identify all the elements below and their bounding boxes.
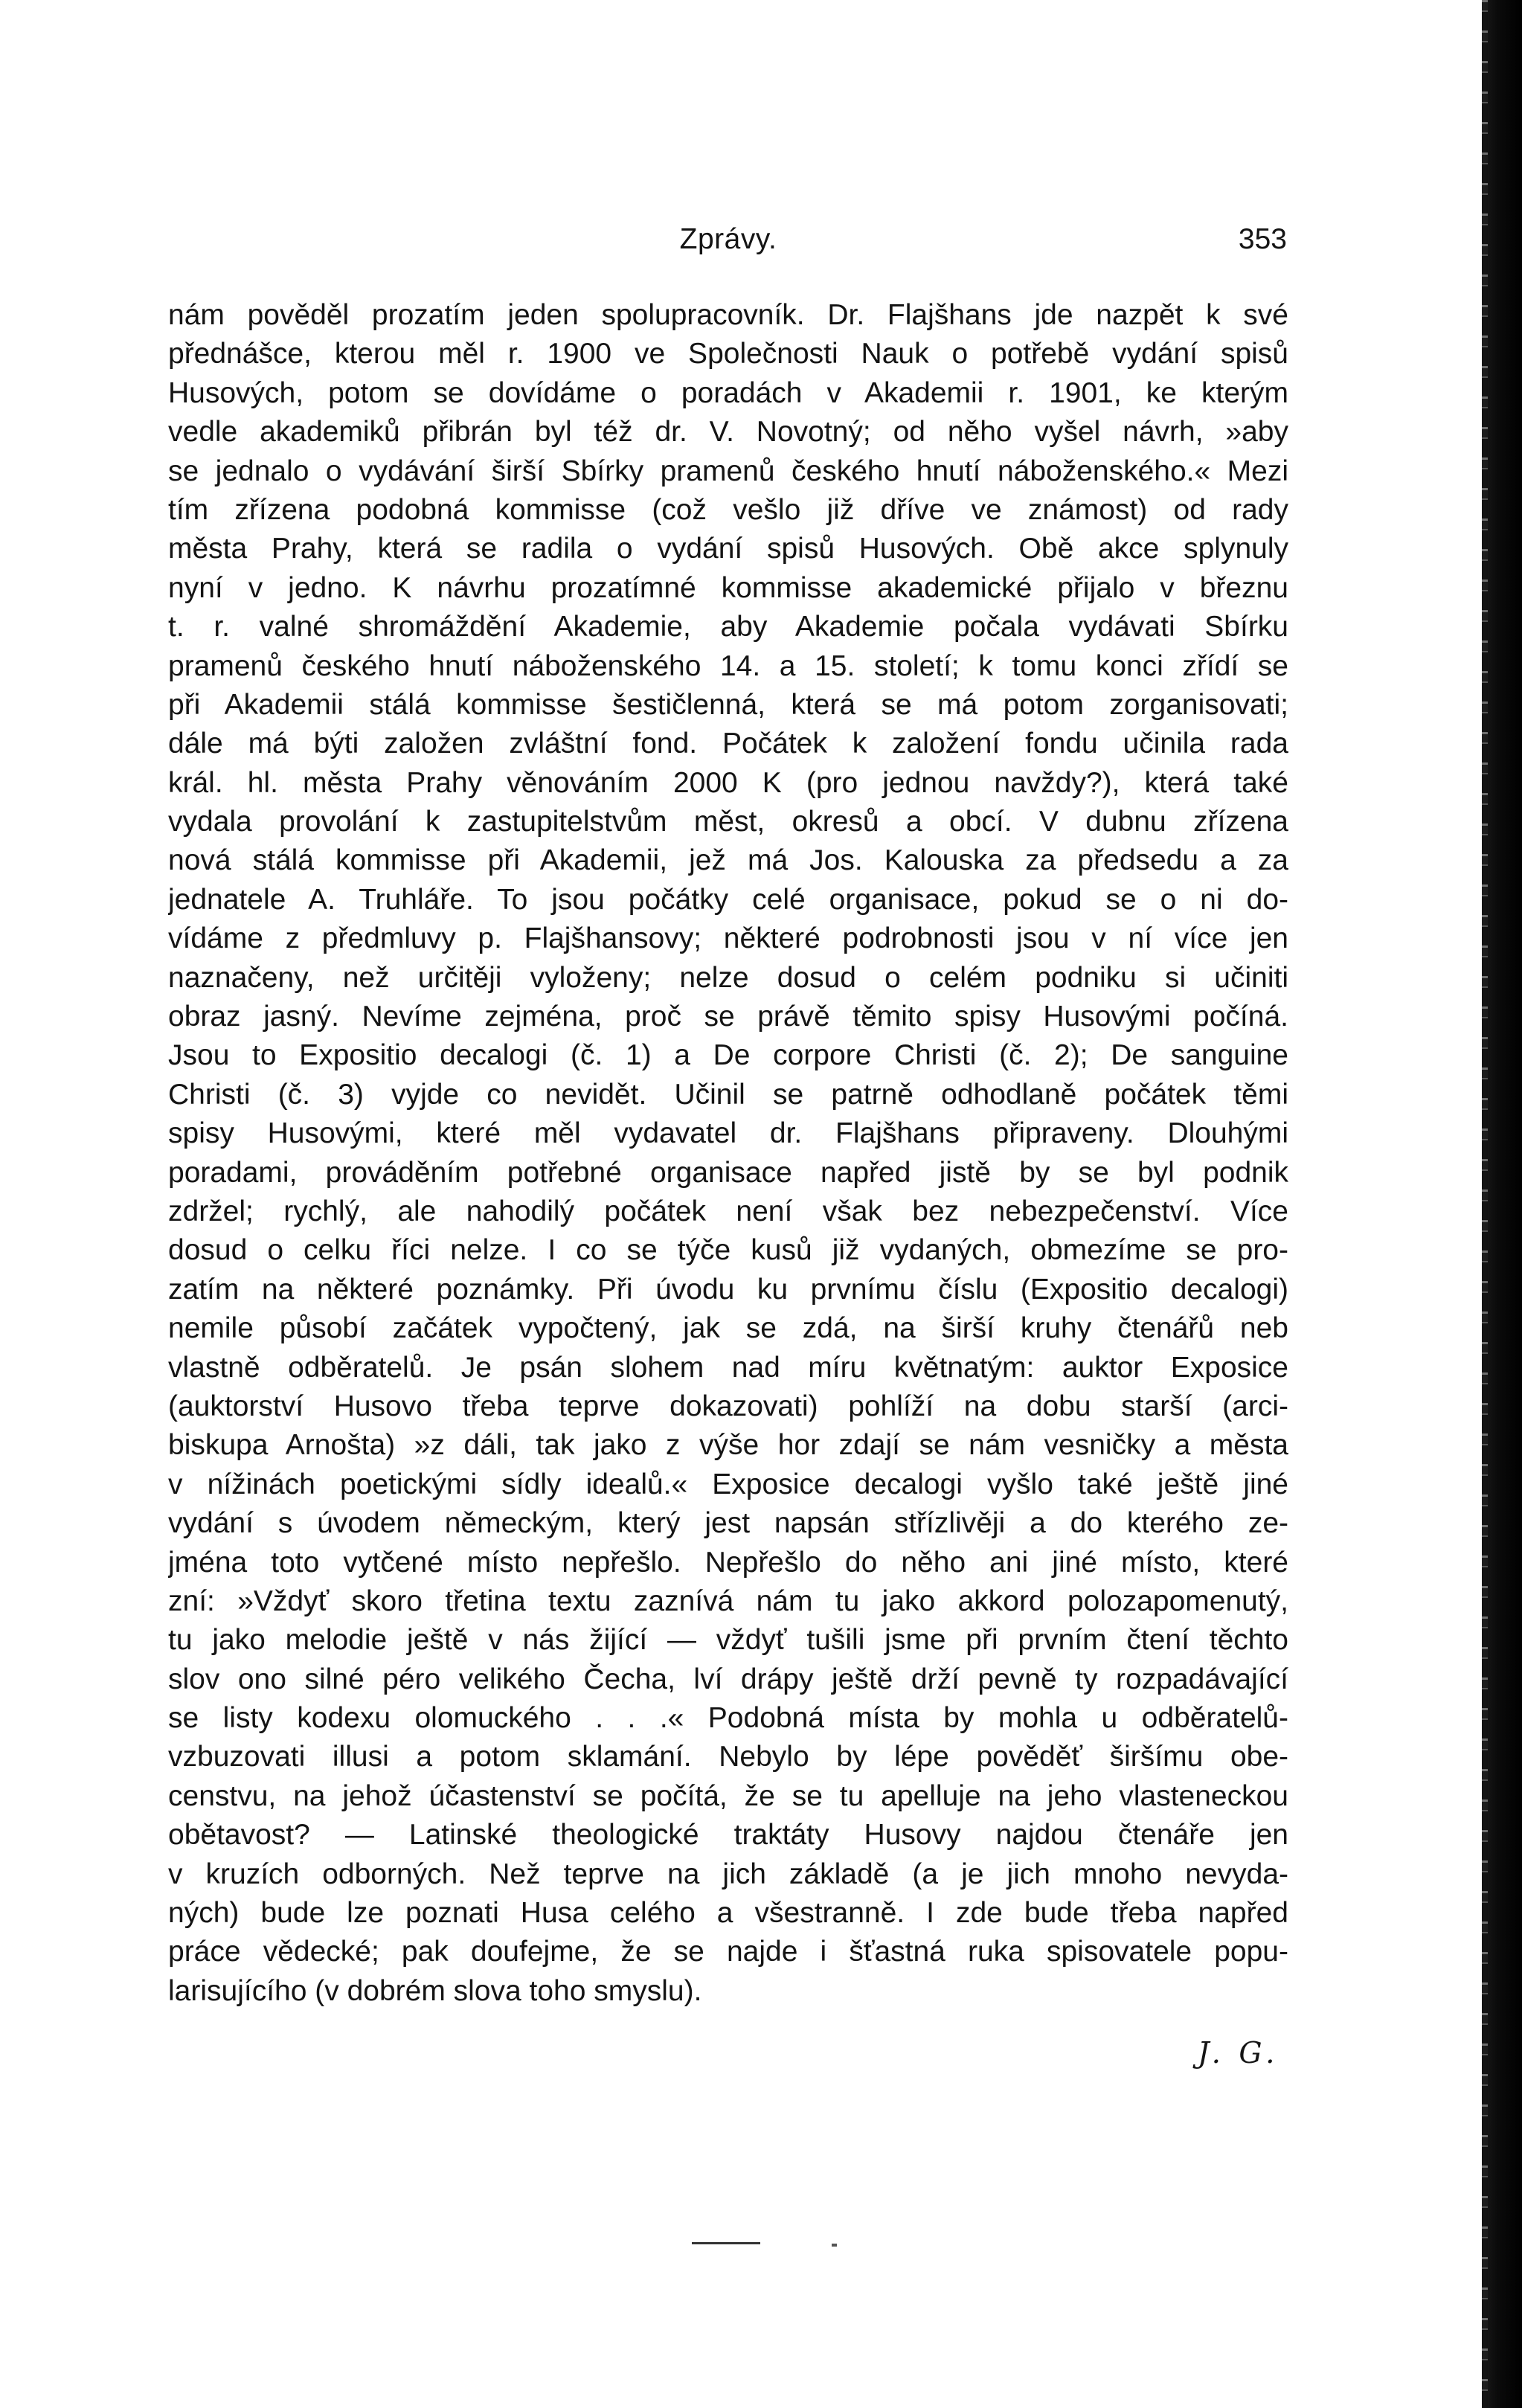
text-line: přednášce, kterou měl r. 1900 ve Společnosti Nauk o potřebě vydání spisů xyxy=(168,338,1288,370)
text-line: obětavost? — Latinské theologické traktáty Husovy najdou čtenáře jen xyxy=(168,1819,1288,1852)
text-line: vydala provolání k zastupitelstvům měst, okresů a obcí. V dubnu zřízena xyxy=(168,806,1288,838)
text-line: nemile působí začátek vypočtený, jak se zdá, na širší kruhy čtenářů neb xyxy=(168,1312,1288,1345)
text-line: nám pověděl prozatím jeden spolupracovník. Dr. Flajšhans jde nazpět k své xyxy=(168,299,1288,331)
text-line: tím zřízena podobná kommisse (což vešlo již dříve ve známost) od rady xyxy=(168,493,1288,526)
text-line: biskupa Arnošta) »z dáli, tak jako z výše hor zdají se nám vesničky a města xyxy=(168,1429,1288,1462)
text-line: nová stálá kommisse při Akademii, jež má Jos. Kalouska za předsedu a za xyxy=(168,844,1288,877)
text-line: se jednalo o vydávání širší Sbírky pramenů českého hnutí náboženského.« Mezi xyxy=(168,455,1288,487)
text-line: pramenů českého hnutí náboženského 14. a 15. století; k tomu konci zřídí se xyxy=(168,649,1288,682)
text-line: poradami, prováděním potřebné organisace napřed jistě by se byl podnik xyxy=(168,1156,1288,1189)
text-line: vedle akademiků přibrán byl též dr. V. Novotný; od něho vyšel návrh, »aby xyxy=(168,416,1288,449)
text-line: zatím na některé poznámky. Při úvodu ku prvnímu číslu (Expositio decalogi) xyxy=(168,1273,1288,1306)
text-line: (auktorství Husovo třeba teprve dokazovati) pohlíží na dobu starší (arci- xyxy=(168,1390,1288,1422)
text-line: práce vědecké; pak doufejme, že se najde i šťastná ruka spisovatele popu- xyxy=(168,1936,1288,1968)
text-line: vlastně odběratelů. Je psán slohem nad míru květnatým: auktor Exposice xyxy=(168,1351,1288,1384)
text-line: spisy Husovými, které měl vydavatel dr. Flajšhans připraveny. Dlouhými xyxy=(168,1117,1288,1150)
text-line: v kruzích odborných. Než teprve na jich základě (a je jich mnoho nevyda- xyxy=(168,1858,1288,1890)
text-line: vídáme z předmluvy p. Flajšhansovy; některé podrobnosti jsou v ní více jen xyxy=(168,922,1288,955)
text-line: při Akademii stálá kommisse šestičlenná, která se má potom zorganisovati; xyxy=(168,688,1288,721)
text-line: jednatele A. Truhláře. To jsou počátky celé organisace, pokud se o ni do- xyxy=(168,883,1288,916)
text-line: larisujícího (v dobrém slova toho smyslu). xyxy=(168,1974,702,2007)
text-line: ných) bude lze poznati Husa celého a všestranně. I zde bude třeba napřed xyxy=(168,1897,1288,1930)
text-line: naznačeny, než určitěji vyloženy; nelze dosud o celém podniku si učiniti xyxy=(168,961,1288,994)
author-signature: J. G. xyxy=(1198,2037,1279,2070)
page-header xyxy=(170,223,1287,268)
text-line: města Prahy, která se radila o vydání spisů Husových. Obě akce splynuly xyxy=(168,533,1288,565)
section-divider xyxy=(692,2242,760,2244)
text-line: zní: »Vždyť skoro třetina textu zaznívá nám tu jako akkord polozapomenutý, xyxy=(168,1585,1288,1617)
scan-edge xyxy=(1482,0,1522,2408)
text-line: Christi (č. 3) vyjde co nevidět. Učinil se patrně odhodlaně počátek těmi xyxy=(168,1078,1288,1111)
text-line: vzbuzovati illusi a potom sklamání. Nebylo by lépe pověděť širšímu obe- xyxy=(168,1741,1288,1773)
text-line: obraz jasný. Nevíme zejména, proč se právě těmito spisy Husovými počíná. xyxy=(168,1001,1288,1033)
text-line: král. hl. města Prahy věnováním 2000 K (pro jednou navždy?), která také xyxy=(168,766,1288,799)
text-line: zdržel; rychlý, ale nahodilý počátek není však bez nebezpečenství. Více xyxy=(168,1195,1288,1227)
text-line: vydání s úvodem německým, který jest napsán střízlivěji a do kterého ze- xyxy=(168,1507,1288,1540)
text-line: Husových, potom se dovídáme o poradách v Akademii r. 1901, ke kterým xyxy=(168,376,1288,409)
text-line: v nížinách poetickými sídly idealů.« Exposice decalogi vyšlo také ještě jiné xyxy=(168,1468,1288,1500)
text-line: tu jako melodie ještě v nás žijící — vždyť tušili jsme při prvním čtení těchto xyxy=(168,1624,1288,1657)
text-line: dále má býti založen zvláštní fond. Počátek k založení fondu učinila rada xyxy=(168,728,1288,760)
text-line: slov ono silné péro velikého Čecha, lví drápy ještě drží pevně ty rozpadávající xyxy=(168,1663,1288,1695)
divider-mark xyxy=(832,2244,837,2247)
text-line: Jsou to Expositio decalogi (č. 1) a De corpore Christi (č. 2); De sanguine xyxy=(168,1039,1288,1072)
text-line: nyní v jedno. K návrhu prozatímné kommisse akademické přijalo v březnu xyxy=(168,571,1288,604)
text-line: censtvu, na jehož účastenství se počítá, že se tu apelluje na jeho vlasteneckou xyxy=(168,1779,1288,1812)
running-head: Zprávy. xyxy=(679,223,777,255)
body-text xyxy=(168,296,1288,2011)
text-line: se listy kodexu olomuckého . . .« Podobná místa by mohla u odběratelů- xyxy=(168,1702,1288,1735)
page-number: 353 xyxy=(1238,223,1287,255)
text-line: t. r. valné shromáždění Akademie, aby Akademie počala vydávati Sbírku xyxy=(168,611,1288,643)
text-line: jména toto vytčené místo nepřešlo. Nepřešlo do něho ani jiné místo, které xyxy=(168,1546,1288,1579)
text-line: dosud o celku říci nelze. I co se týče kusů již vydaných, obmezíme se pro- xyxy=(168,1234,1288,1267)
